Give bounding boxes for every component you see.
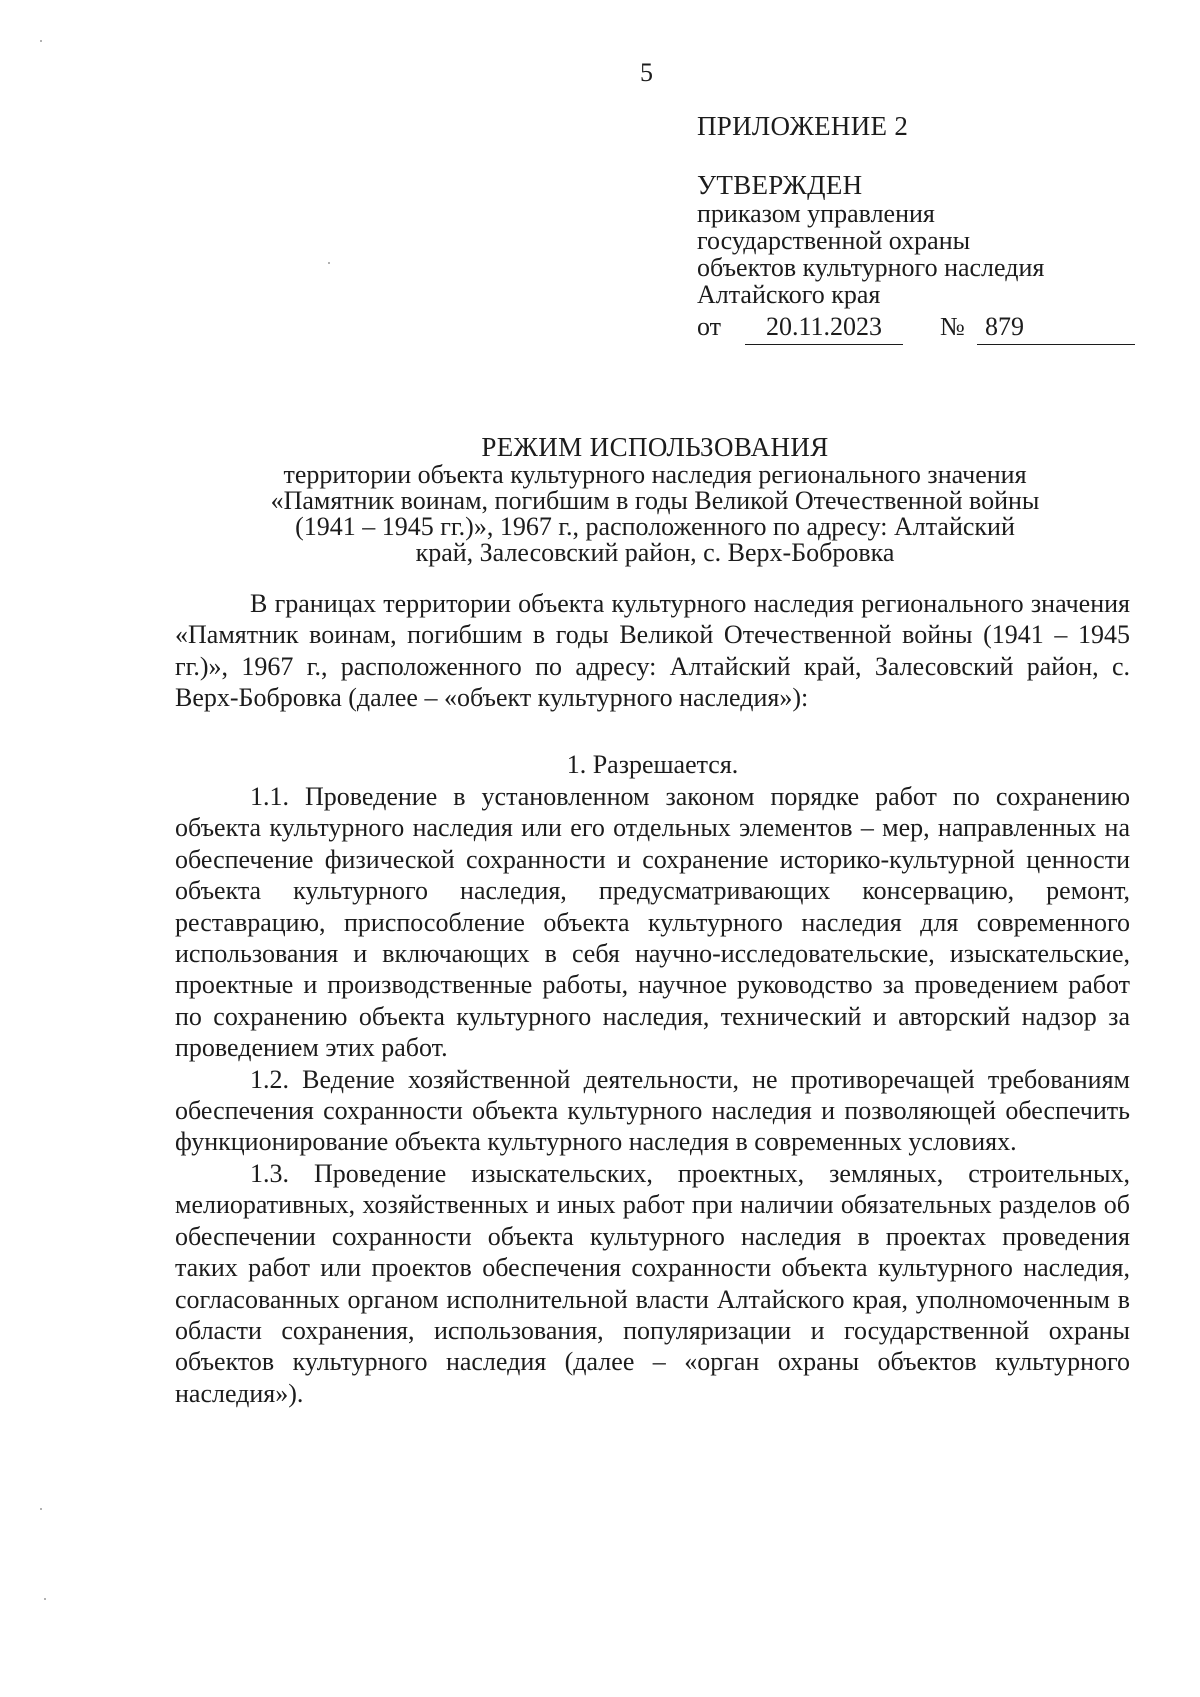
scan-speck bbox=[44, 1598, 46, 1600]
section-heading: 1. Разрешается. bbox=[566, 750, 739, 779]
approval-line: приказом управления bbox=[697, 199, 935, 228]
list-item: 1.2. Ведение хозяйственной деятельности, не противоречащей требованиям обеспечения сохранности объекта культурного наследия и позволяющей обеспечить функционирование объекта культурного наследия в современных условиях. bbox=[175, 1064, 1130, 1157]
subtitle-line: территории объекта культурного наследия регионального значения bbox=[283, 460, 1027, 489]
document-title: РЕЖИМ ИСПОЛЬЗОВАНИЯ bbox=[481, 432, 829, 462]
order-number: 879 bbox=[977, 312, 1135, 345]
approved-label: УТВЕРЖДЕН bbox=[697, 170, 863, 200]
scan-speck bbox=[328, 262, 330, 264]
order-date: 20.11.2023 bbox=[745, 312, 903, 345]
approval-line: государственной охраны bbox=[697, 226, 971, 255]
intro-section bbox=[175, 588, 1130, 714]
subtitle-line: «Памятник воинам, погибшим в годы Великой Отечественной войны bbox=[270, 486, 1040, 515]
approval-stamp bbox=[697, 110, 1137, 346]
order-date-row bbox=[697, 312, 1137, 346]
section-items bbox=[175, 781, 1130, 1409]
from-label: от bbox=[697, 312, 722, 341]
subtitle-line: (1941 – 1945 гг.)», 1967 г., расположенного по адресу: Алтайский bbox=[295, 512, 1015, 541]
list-item: 1.3. Проведение изыскательских, проектных, земляных, строительных, мелиоративных, хозяйственных и иных работ при наличии обязательных разделов об обеспечении сохранности объекта культурного наследия в проектах проведения таких работ или проектов обеспечения сохранности объекта культурного наследия, согласованных органом исполнительной власти Алтайского края, уполномоченным в области сохранения, использования, популяризации и государственной охраны объектов культурного наследия (далее – «орган охраны объектов культурного наследия»). bbox=[175, 1158, 1130, 1408]
list-item: 1.1. Проведение в установленном законом порядке работ по сохранению объекта культурного наследия или его отдельных элементов – мер, направленных на обеспечение физической сохранности и сохранение историко-культурной ценности объекта культурного наследия, предусматривающих консервацию, ремонт, реставрацию, приспособление объекта культурного наследия для современного использования и включающих в себя научно-исследовательские, изыскательские, проектные и производственные работы, научное руководство за проведением работ по сохранению объекта культурного наследия, технический и авторский надзор за проведением этих работ. bbox=[175, 782, 1130, 1063]
approval-line: Алтайского края bbox=[697, 280, 881, 309]
scan-speck bbox=[40, 40, 42, 42]
intro-paragraph: В границах территории объекта культурного наследия регионального значения «Памятник воинам, погибшим в годы Великой Отечественной войны (1941 – 1945 гг.)», 1967 г., расположенного по адресу: Алтайский край, Залесовский район, с. Верх-Бобровка (далее – «объект культурного наследия»): bbox=[175, 589, 1130, 713]
document-title-block bbox=[160, 432, 1150, 566]
scan-speck bbox=[40, 1508, 42, 1510]
page-number: 5 bbox=[640, 58, 653, 87]
number-sign: № bbox=[940, 312, 965, 341]
approval-line: объектов культурного наследия bbox=[697, 253, 1045, 282]
subtitle-line: край, Залесовский район, с. Верх-Бобровка bbox=[415, 538, 895, 567]
appendix-label: ПРИЛОЖЕНИЕ 2 bbox=[697, 111, 909, 141]
